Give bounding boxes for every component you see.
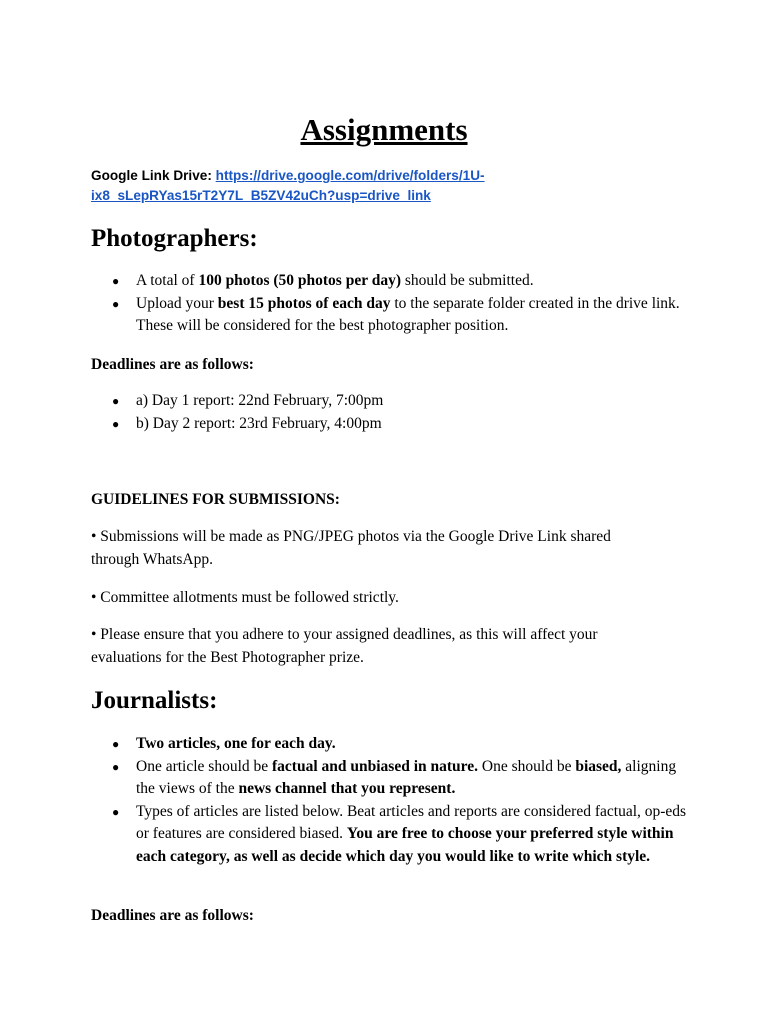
list-item: ● b) Day 2 report: 23rd February, 4:00pm [91,413,691,436]
drive-link-line [91,166,511,206]
drive-link-url[interactable]: https://drive.google.com/drive/folders/1U-ix8_sLepRYas15rT2Y7L_B5ZV42uCh?usp=drive_link [91,168,485,203]
guideline-3: • Please ensure that you adhere to your assigned deadlines, as this will affect your evaluations for the Best Photographer prize. [91,626,598,666]
page-title: Assignments [300,112,468,147]
bullet-icon: ● [112,394,120,408]
list-item: ● a) Day 1 report: 22nd February, 7:00pm [91,390,691,413]
photographers-deadlines-label: Deadlines are as follows: [91,356,254,373]
list-item: ● Types of articles are listed below. Beat articles and reports are considered factual, op-eds or features are considered biased. You are free to choose your preferred style within each category, as well as decide which day you would like to write which style. [112,802,687,865]
drive-link-label: Google Link Drive: [91,168,212,183]
journalists-deadlines-label: Deadlines are as follows: [91,907,254,924]
guideline-1: • Submissions will be made as PNG/JPEG photos via the Google Drive Link shared through WhatsApp. [91,528,611,568]
list-item: ● Two articles, one for each day. [91,733,691,756]
photographers-deadlines-list [91,390,691,435]
list-item: ● Upload your best 15 photos of each day to the separate folder created in the drive link. These will be considered for the best photographer position. [112,294,680,334]
journalists-heading: Journalists: [91,687,218,714]
journalists-bullets [91,733,691,868]
bullet-icon: ● [112,416,120,431]
photographers-heading: Photographers: [91,225,258,252]
bullet-icon: ● [112,737,120,751]
bullet-icon: ● [112,804,120,819]
list-item: ● One article should be factual and unbiased in nature. One should be biased, aligning the views of the news channel that you represent. [112,757,677,797]
bullet-icon: ● [112,759,120,774]
guidelines-heading: GUIDELINES FOR SUBMISSIONS: [91,491,340,508]
guideline-2: • Committee allotments must be followed strictly. [91,589,399,606]
bullet-icon: ● [112,296,120,311]
photographers-bullets [91,270,691,338]
list-item: ● A total of 100 photos (50 photos per day) should be submitted. [91,270,691,293]
bullet-icon: ● [112,274,120,288]
